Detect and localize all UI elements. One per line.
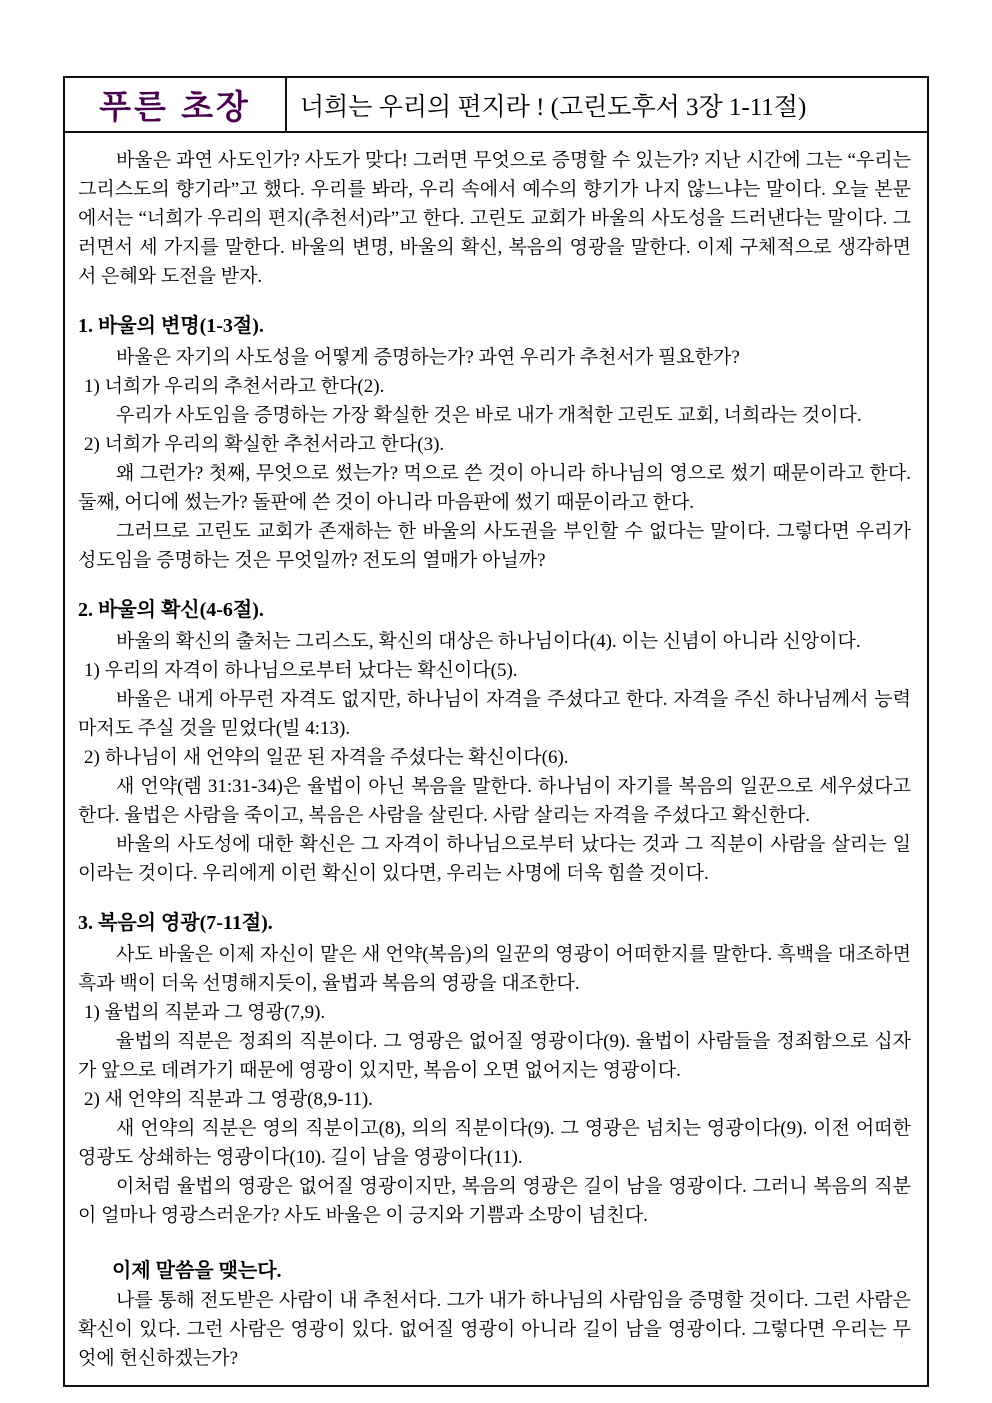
section-2-heading: 2. 바울의 확신(4-6절). — [78, 599, 264, 621]
subpoint: 2) 하나님이 새 언약의 일꾼 된 자격을 주셨다는 확신이다(6). — [84, 747, 569, 768]
document-frame — [63, 76, 929, 1387]
paragraph: 그러므로 고린도 교회가 존재하는 한 바울의 사도권을 부인할 수 없다는 말이다. 그렇다면 우리가 성도임을 증명하는 것은 무엇일까? 전도의 열매가 아닐까? — [78, 521, 911, 571]
paragraph: 바울은 내게 아무런 자격도 없지만, 하나님이 자격을 주셨다고 한다. 자격을 주신 하나님께서 능력마저도 주실 것을 믿었다(빌 4:13). — [78, 689, 911, 739]
title-cell — [287, 78, 927, 131]
paragraph: 바울의 사도성에 대한 확신은 그 자격이 하나님으로부터 났다는 것과 그 직분이 사람을 살리는 일이라는 것이다. 우리에게 이런 확신이 있다면, 우리는 사명에 더욱 힘쓸 것이다. — [78, 834, 911, 884]
brand-cell — [65, 78, 287, 131]
paragraph: 사도 바울은 이제 자신이 맡은 새 언약(복음)의 일꾼의 영광이 어떠한지를 말한다. 흑백을 대조하면 흑과 백이 더욱 선명해지듯이, 율법과 복음의 영광을 대조한다. — [78, 944, 911, 994]
sermon-body — [65, 133, 927, 1385]
subpoint: 2) 새 언약의 직분과 그 영광(8,9-11). — [84, 1089, 373, 1110]
paragraph: 바울의 확신의 출처는 그리스도, 확신의 대상은 하나님이다(4). 이는 신념이 아니라 신앙이다. — [116, 631, 861, 652]
subpoint: 1) 너희가 우리의 추천서라고 한다(2). — [84, 376, 385, 397]
subpoint: 1) 우리의 자격이 하나님으로부터 났다는 확신이다(5). — [84, 660, 518, 681]
sermon-title: 너희는 우리의 편지라 ! (고린도후서 3장 1-11절) — [300, 93, 807, 121]
closing-paragraph: 나를 통해 전도받은 사람이 내 추천서다. 그가 내가 하나님의 사람임을 증명할 것이다. 그런 사람은 확신이 있다. 그런 사람은 영광이 있다. 없어질 영광이 아니라 길이 남을 영광이다. 그렇다면 우리는 무엇에 헌신하겠는가? — [78, 1290, 911, 1369]
section-3-heading: 3. 복음의 영광(7-11절). — [78, 912, 273, 934]
paragraph: 왜 그런가? 첫째, 무엇으로 썼는가? 먹으로 쓴 것이 아니라 하나님의 영으로 썼기 때문이라고 한다. 둘째, 어디에 썼는가? 돌판에 쓴 것이 아니라 마음판에 썼기 때문이라고 한다. — [78, 463, 911, 513]
paragraph: 바울은 자기의 사도성을 어떻게 증명하는가? 과연 우리가 추천서가 필요한가? — [116, 347, 740, 368]
section-1-heading: 1. 바울의 변명(1-3절). — [78, 315, 264, 337]
newsletter-brand: 푸른 초장 — [99, 88, 251, 125]
subpoint: 2) 너희가 우리의 확실한 추천서라고 한다(3). — [84, 434, 445, 455]
closing-heading: 이제 말씀을 맺는다. — [112, 1260, 282, 1282]
paragraph: 새 언약(렘 31:31-34)은 율법이 아닌 복음을 말한다. 하나님이 자기를 복음의 일꾼으로 세우셨다고 한다. 율법은 사람을 죽이고, 복음은 사람을 살린다. 사람 살리는 자격을 주셨다고 확신한다. — [78, 776, 911, 826]
subpoint: 1) 율법의 직분과 그 영광(7,9). — [84, 1002, 326, 1023]
intro-paragraph: 바울은 과연 사도인가? 사도가 맞다! 그러면 무엇으로 증명할 수 있는가? 지난 시간에 그는 “우리는 그리스도의 향기라”고 했다. 우리를 봐라, 우리 속에서 예수의 향기가 나지 않느냐는 말이다. 오늘 본문에서는 “너희가 우리의 편지(추천서)라”고 한다. 고린도 교회가 바울의 사도성을 드러낸다는 말이다. 그러면서 세 가지를 말한다. 바울의 변명, 바울의 확신, 복음의 영광을 말한다. 이제 구체적으로 생각하면서 은혜와 도전을 받자. — [78, 150, 911, 287]
paragraph: 이처럼 율법의 영광은 없어질 영광이지만, 복음의 영광은 길이 남을 영광이다. 그러니 복음의 직분이 얼마나 영광스러운가? 사도 바울은 이 긍지와 기쁨과 소망이 넘친다. — [78, 1176, 911, 1226]
paragraph: 율법의 직분은 정죄의 직분이다. 그 영광은 없어질 영광이다(9). 율법이 사람들을 정죄함으로 십자가 앞으로 데려가기 때문에 영광이 있지만, 복음이 오면 없어지는 영광이다. — [78, 1031, 911, 1081]
paragraph: 우리가 사도임을 증명하는 가장 확실한 것은 바로 내가 개척한 고린도 교회, 너희라는 것이다. — [116, 405, 862, 426]
paragraph: 새 언약의 직분은 영의 직분이고(8), 의의 직분이다(9). 그 영광은 넘치는 영광이다(9). 이전 어떠한 영광도 상쇄하는 영광이다(10). 길이 남을 영광이다(11). — [78, 1118, 911, 1168]
masthead — [65, 78, 927, 133]
